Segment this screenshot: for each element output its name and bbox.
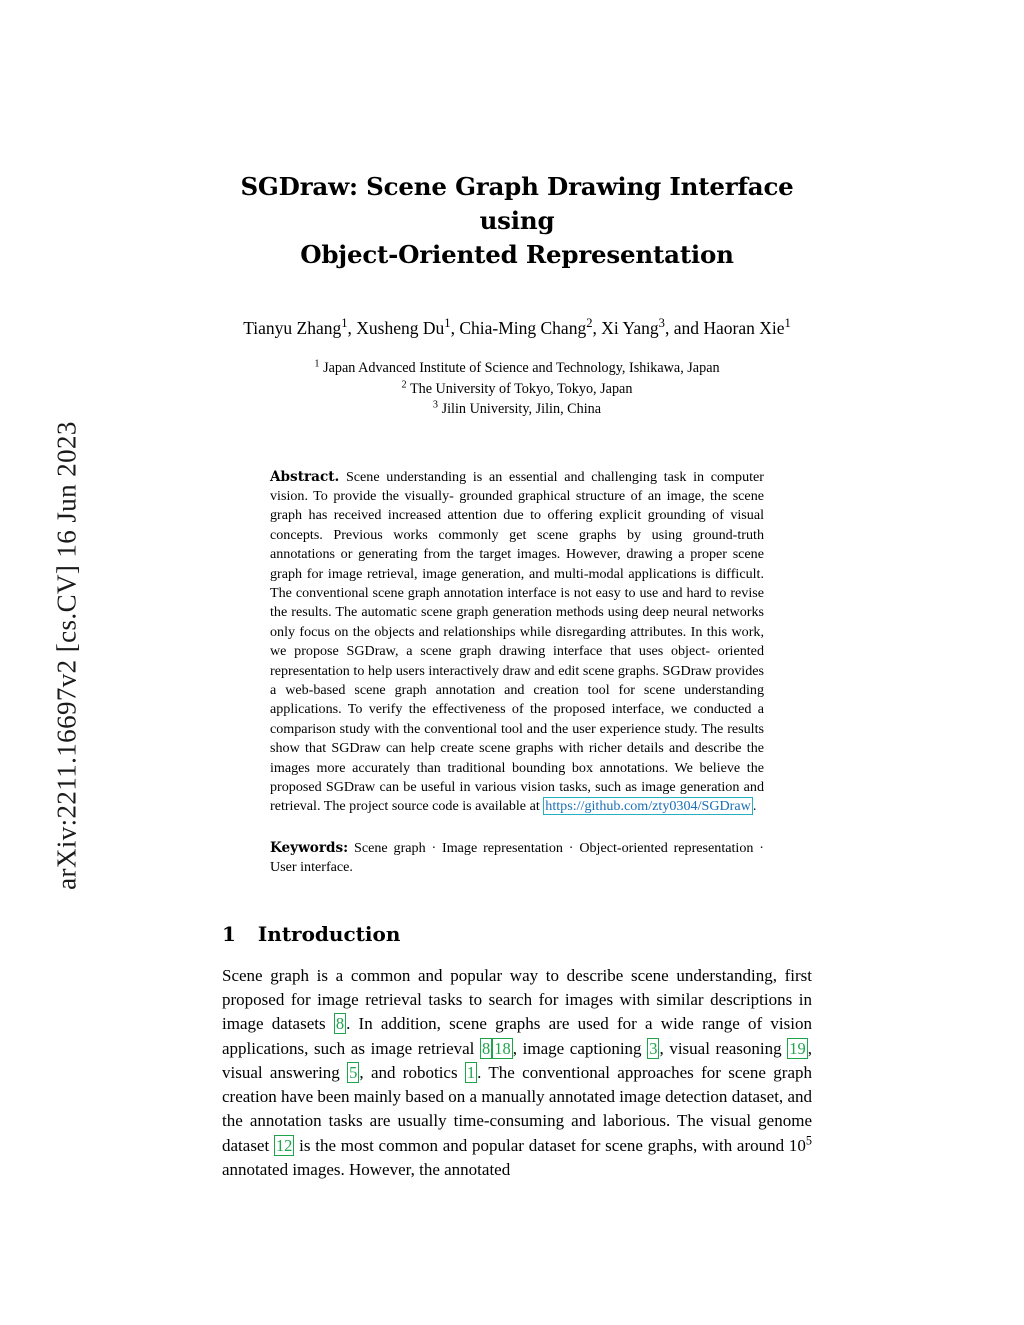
author-2-affiliation-marker: 1 — [444, 316, 451, 331]
author-3-name: Chia-Ming Chang — [459, 318, 587, 338]
citation-link-8b[interactable]: 8 — [482, 1038, 491, 1058]
affiliation-1-text: Japan Advanced Institute of Science and Technology, Ishikawa, Japan — [323, 360, 720, 376]
author-4-affiliation-marker: 3 — [658, 316, 665, 331]
citation-link-1[interactable]: 1 — [466, 1062, 476, 1082]
project-source-code-link[interactable]: https://github.com/zty0304/SGDraw — [545, 798, 751, 815]
page-title — [222, 170, 812, 272]
keywords-label: Keywords: — [270, 839, 349, 856]
citation-link-8[interactable]: 8 — [335, 1014, 345, 1034]
keywords-text: Scene graph · Image representation · Object-oriented representation · User interface. — [270, 839, 764, 876]
citation-link-12[interactable]: 12 — [275, 1135, 293, 1155]
intro-text-g: . The conventional approaches for scene graph creation have been mainly based on a manually annotated image detection dataset, and the annotation tasks are usually time-consuming and laborious. The visual genome dataset — [222, 1062, 812, 1155]
arxiv-identifier-stamp: arXiv:2211.16697v2 [cs.CV] 16 Jun 2023 — [51, 421, 82, 890]
citation-link-5[interactable]: 5 — [349, 1062, 358, 1082]
author-2-name: Xusheng Du — [356, 318, 445, 338]
keywords-section — [270, 839, 764, 878]
author-5-name: Haoran Xie — [703, 318, 785, 338]
author-separator-4: , and — [664, 318, 704, 338]
citation-link-3[interactable]: 3 — [649, 1038, 658, 1058]
author-3-affiliation-marker: 2 — [586, 316, 593, 331]
intro-text-a: Scene graph is a common and popular way to describe scene understanding, first proposed for image retrieval tasks to search for images with similar descriptions in image datasets — [222, 965, 812, 1034]
abstract-text-tail: . — [752, 798, 757, 815]
title-line-1: SGDraw: Scene Graph Drawing Interface using — [240, 172, 794, 235]
author-list — [222, 316, 812, 340]
author-separator-2: , — [450, 318, 460, 338]
intro-text-h: is the most common and popular dataset for scene graphs, with around 10 — [294, 1135, 806, 1155]
affiliation-1-marker: 1 — [314, 358, 320, 370]
abstract-text: Scene understanding is an essential and challenging task in computer vision. To provide the visually- grounded graphical structure of an image, the scene graph has received increased attention due to offering explicit grounding of visual concepts. Previous works commonly get scene graphs by using ground-truth annotations or generating from the target images. However, drawing a proper scene graph for image retrieval, image generation, and multi-modal applications is difficult. The conventional scene graph annotation interface is not easy to use and hard to revise the results. The automatic scene graph generation methods using deep neural networks only focus on the objects and relationships while disregarding attributes. In this work, we propose SGDraw, a scene graph drawing interface that uses object- oriented representation to help users interactively draw and edit scene graphs. SGDraw provides a web-based scene graph annotation and creation tool for scene understanding applications. To verify the effectiveness of the proposed interface, we conducted a comparison study with the conventional tool and the user experience study. The results show that SGDraw can help create scene graphs with richer details and describe the images more accurately than traditional bounding box annotations. We believe the proposed SGDraw can be useful in various vision tasks, such as image generation and retrieval. The project source code is available at — [270, 468, 764, 815]
exponent-5: 5 — [805, 1133, 812, 1148]
intro-text-b: . In addition, scene graphs are used for a wide range of vision applications, such as image retrieval — [222, 1014, 812, 1058]
abstract-section — [270, 468, 764, 817]
author-1-name: Tianyu Zhang — [243, 318, 342, 338]
affiliation-item — [222, 379, 812, 400]
author-5-affiliation-marker: 1 — [784, 316, 791, 331]
introduction-paragraph — [222, 964, 812, 1183]
intro-text-e: , visual answering — [222, 1038, 812, 1082]
affiliation-3-text: Jilin University, Jilin, China — [441, 401, 602, 417]
affiliation-item — [222, 358, 812, 379]
section-title: Introduction — [257, 921, 401, 946]
paper-content — [222, 170, 812, 1182]
intro-text-i: annotated images. However, the annotated — [222, 1160, 511, 1179]
abstract-label: Abstract. — [270, 468, 340, 485]
affiliation-2-marker: 2 — [401, 378, 407, 390]
section-number: 1 — [222, 921, 236, 946]
affiliation-2-text: The University of Tokyo, Tokyo, Japan — [409, 380, 633, 397]
intro-text-f: , and robotics — [359, 1062, 465, 1082]
citation-link-19[interactable]: 19 — [789, 1038, 806, 1058]
affiliation-3-marker: 3 — [432, 399, 439, 411]
author-separator-3: , — [592, 318, 602, 338]
section-heading-introduction — [222, 922, 812, 946]
author-1-affiliation-marker: 1 — [341, 316, 348, 331]
affiliation-list — [222, 358, 812, 420]
intro-text-c: , image captioning — [512, 1038, 648, 1058]
author-4-name: Xi Yang — [601, 318, 659, 338]
intro-text-d: , visual reasoning — [659, 1038, 788, 1058]
affiliation-item — [222, 399, 812, 420]
citation-link-18[interactable]: 18 — [494, 1038, 511, 1058]
title-line-2: Object-Oriented Representation — [300, 240, 734, 269]
author-separator-1: , — [347, 318, 357, 338]
